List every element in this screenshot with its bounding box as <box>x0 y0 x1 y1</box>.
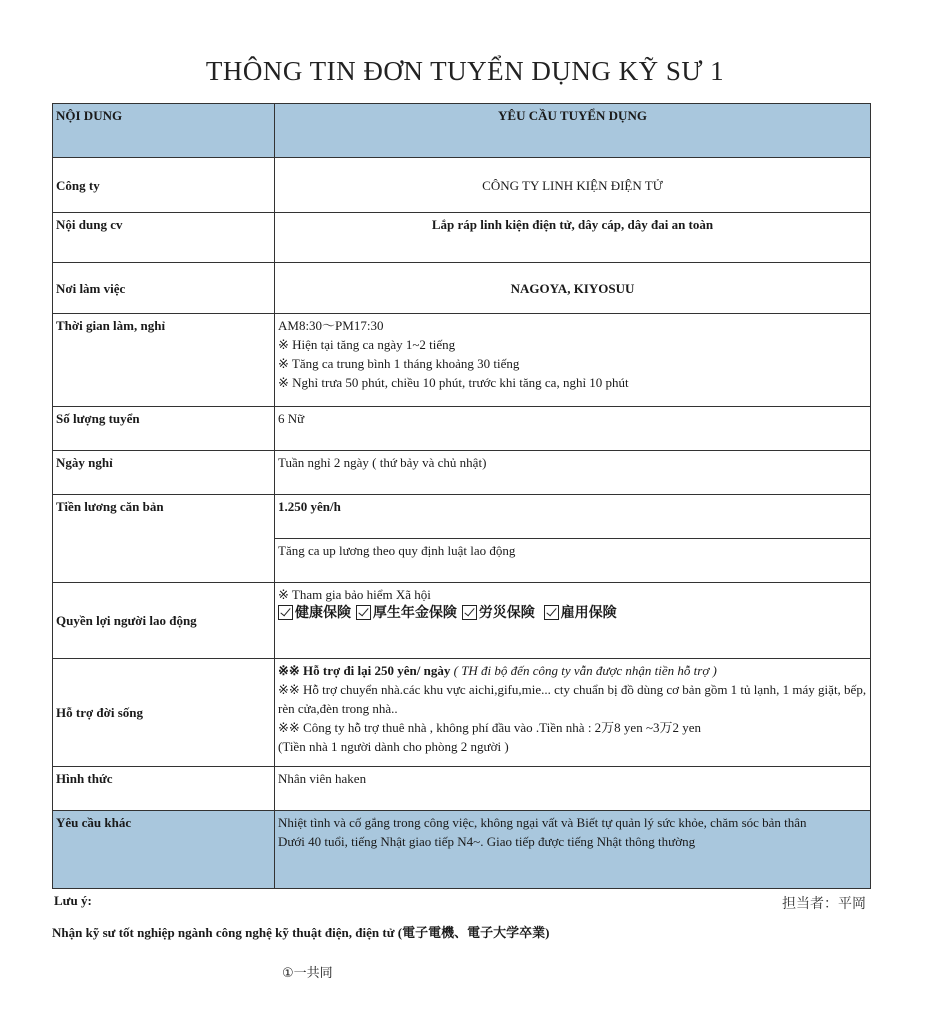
row-quantity <box>53 407 871 451</box>
checkbox-checked-icon <box>462 605 477 620</box>
row-company <box>53 158 871 213</box>
row-other <box>53 811 871 889</box>
footer-mark: ①一共同 <box>282 966 333 981</box>
row-hours <box>53 314 871 407</box>
header-row <box>53 104 871 158</box>
hours-line: ※ Tăng ca trung bình 1 tháng khoảng 30 tiếng <box>278 356 520 371</box>
label-days-off: Ngày nghỉ <box>53 451 275 495</box>
other-line-1: Nhiệt tình và cố gắng trong công việc, không ngại vất và Biết tự quản lý sức khỏe, chăm sóc bản thân <box>278 815 807 830</box>
checkbox-checked-icon <box>544 605 559 620</box>
row-salary <box>53 495 871 539</box>
row-form <box>53 767 871 811</box>
value-form: Nhân viên haken <box>275 767 871 811</box>
header-col-content: NỘI DUNG <box>53 104 275 158</box>
support-line-4: (Tiền nhà 1 người dành cho phòng 2 người ) <box>278 739 509 754</box>
label-workplace: Nơi làm việc <box>53 263 275 314</box>
value-other <box>275 811 871 889</box>
label-quantity: Số lượng tuyển <box>53 407 275 451</box>
page-title: THÔNG TIN ĐƠN TUYỂN DỤNG KỸ SƯ 1 <box>205 56 725 86</box>
label-other: Yêu cầu khác <box>53 811 275 889</box>
value-workplace: NAGOYA, KIYOSUU <box>275 263 871 314</box>
support-commute-note: ( TH đi bộ đến công ty vẫn được nhận tiền hỗ trợ ) <box>453 663 717 678</box>
note-text: Nhận kỹ sư tốt nghiệp ngành công nghệ kỹ thuật điện, điện tử (電子電機、電子大学卒業) <box>52 925 550 940</box>
value-quantity: 6 Nữ <box>275 407 871 451</box>
row-benefits <box>53 583 871 659</box>
value-job: Lắp ráp linh kiện điện tử, dây cáp, dây đai an toàn <box>275 213 871 263</box>
header-col-requirements: YÊU CẦU TUYỂN DỤNG <box>275 104 871 158</box>
value-hours <box>275 314 871 407</box>
hours-line: ※ Nghỉ trưa 50 phút, chiều 10 phút, trước khi tăng ca, nghỉ 10 phút <box>278 375 629 390</box>
support-line-3: ※※ Công ty hỗ trợ thuê nhà , không phí đầu vào .Tiền nhà : 2万8 yen ~3万2 yen <box>278 720 702 735</box>
insurance-health: 健康保険 <box>295 605 351 621</box>
support-commute: ※※ Hỗ trợ đi lại 250 yên/ ngày <box>278 663 451 678</box>
label-salary: Tiền lương căn bản <box>53 495 275 583</box>
value-days-off: Tuần nghỉ 2 ngày ( thứ bảy và chủ nhật) <box>275 451 871 495</box>
label-company: Công ty <box>53 158 275 213</box>
row-support <box>53 659 871 767</box>
checkbox-checked-icon <box>356 605 371 620</box>
value-support <box>275 659 871 767</box>
value-salary-note: Tăng ca up lương theo quy định luật lao động <box>275 539 871 583</box>
other-line-2: Dưới 40 tuổi, tiếng Nhật giao tiếp N4~. Giao tiếp được tiếng Nhật thông thường <box>278 834 696 849</box>
row-days-off <box>53 451 871 495</box>
label-job: Nội dung cv <box>53 213 275 263</box>
label-hours: Thời gian làm, nghỉ <box>53 314 275 407</box>
value-company: CÔNG TY LINH KIỆN ĐIỆN TỬ <box>275 158 871 213</box>
label-support: Hỗ trợ đời sống <box>53 659 275 767</box>
insurance-pension: 厚生年金保険 <box>372 605 457 621</box>
note-label: Lưu ý: <box>54 893 92 908</box>
label-benefits: Quyền lợi người lao động <box>53 583 275 659</box>
support-line-2: ※※ Hỗ trợ chuyển nhà.các khu vực aichi,gifu,mie... cty chuẩn bị đồ dùng cơ bản gồm 1 tủ lạnh, 1 máy giặt, bếp, rèn cửa,đèn trong nhà.. <box>278 682 867 716</box>
value-benefits <box>275 583 871 659</box>
value-salary: 1.250 yên/h <box>275 495 871 539</box>
insurance-workers-comp: 労災保険 <box>478 605 535 621</box>
row-workplace <box>53 263 871 314</box>
support-line-1 <box>278 661 867 680</box>
insurance-list <box>278 604 867 623</box>
hours-line: AM8:30～PM17:30 <box>278 318 384 333</box>
recruitment-table <box>52 103 871 889</box>
insurance-employment: 雇用保険 <box>560 605 617 621</box>
row-job <box>53 213 871 263</box>
checkbox-checked-icon <box>278 605 293 620</box>
label-form: Hình thức <box>53 767 275 811</box>
person-in-charge: 担当者：平岡 <box>782 896 866 912</box>
hours-line: ※ Hiện tại tăng ca ngày 1~2 tiếng <box>278 337 456 352</box>
benefits-line: ※ Tham gia bảo hiểm Xã hội <box>278 587 431 602</box>
